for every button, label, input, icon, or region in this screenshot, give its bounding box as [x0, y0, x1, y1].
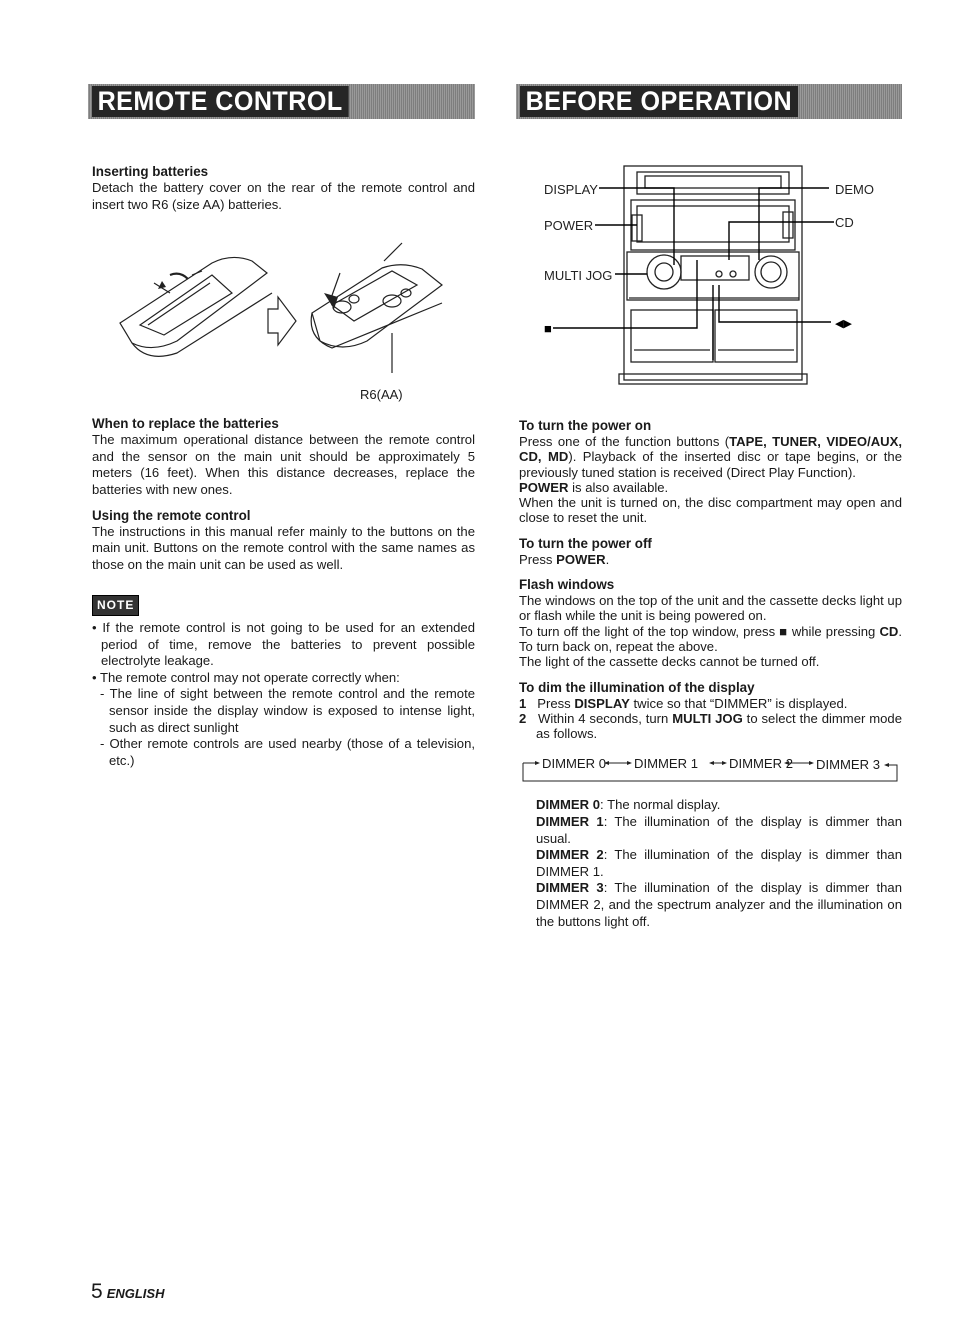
cd-label: CD — [835, 215, 854, 230]
power-bold: POWER — [519, 479, 569, 495]
note-dash-1: - The line of sight between the remote control and the remote sensor inside the display window is exposed to intense light, such as direct sunlight — [100, 686, 475, 735]
remote-control-banner — [88, 84, 475, 119]
power-on-text-1: Press one of the function buttons ( — [519, 434, 730, 449]
stop-symbol: ■ — [544, 321, 552, 336]
page-footer — [91, 1280, 164, 1304]
note-bullet-2: • The remote control may not operate correctly when: — [92, 669, 400, 685]
before-operation-banner — [516, 84, 902, 119]
flash-text-3: The light of the cassette decks cannot be turned off. — [519, 654, 820, 670]
dimmer-cycle — [519, 751, 902, 789]
cycle-dimmer-3: DIMMER 3 — [816, 757, 881, 773]
battery-drawing — [92, 213, 475, 373]
flash-windows-heading: Flash windows — [519, 577, 615, 593]
power-also-text — [519, 480, 902, 495]
power-on-reset-text: When the unit is turned on, the disc compartment may open and close to reset the unit. — [519, 495, 902, 526]
power-off-heading: To turn the power off — [519, 535, 652, 551]
power-off-text — [519, 552, 902, 567]
cycle-dimmer-0: DIMMER 0 — [542, 756, 607, 772]
right-column — [519, 418, 902, 930]
dimmer-mode-3-name: DIMMER 3 — [536, 880, 604, 896]
power-off-text-2: . — [605, 551, 610, 567]
flash-text-1: The windows on the top of the unit and the cassette decks light up or flash while the unit is being powered on. — [519, 593, 902, 624]
footer-language: ENGLISH — [106, 1286, 165, 1301]
page-number: 5 — [91, 1280, 103, 1303]
power-on-text-2: ). Playback of the inserted disc or tape begins, or the previously tuned station is received (Direct Play Function). — [519, 449, 902, 480]
step-2-c: to select the dimmer mode as follows. — [536, 710, 902, 742]
step-2-number: 2 — [519, 710, 527, 726]
dim-step-1 — [519, 696, 902, 711]
remote-control-title: REMOTE CONTROL — [92, 86, 348, 117]
dim-heading: To dim the illumination of the display — [519, 679, 755, 695]
cd-bold: CD — [879, 623, 899, 639]
flash-text-2a: To turn off the light of the top window, press ■ while pressing — [519, 623, 880, 639]
step-1-a: Press — [537, 695, 575, 711]
dim-step-2 — [519, 711, 902, 742]
note-dash-2: - Other remote controls are used nearby (those of a television, etc.) — [100, 736, 475, 768]
power-off-text-1: Press — [519, 551, 557, 567]
note-badge: NOTE — [92, 595, 139, 616]
using-remote-heading: Using the remote control — [92, 507, 251, 523]
power-on-text — [519, 434, 902, 480]
dimmer-mode-2-desc: : The illumination of the display is dimmer than DIMMER 1. — [536, 847, 902, 879]
dimmer-mode-2-name: DIMMER 2 — [536, 847, 604, 863]
demo-label: DEMO — [835, 182, 874, 197]
dimmer-mode-2 — [536, 847, 902, 880]
power-off-bold: POWER — [556, 551, 606, 567]
unit-diagram — [519, 160, 902, 390]
replace-batteries-heading: When to replace the batteries — [92, 416, 279, 432]
flash-text-2 — [519, 624, 902, 655]
cycle-dimmer-2: DIMMER 2 — [729, 756, 794, 772]
play-symbol: ◀▶ — [835, 318, 852, 330]
before-operation-title: BEFORE OPERATION — [520, 86, 798, 117]
replace-batteries-text: The maximum operational distance between the remote control and the sensor on the main unit should be approximately 5 meters (16 feet). When this distance decreases, replace the batteries with new ones. — [92, 432, 475, 497]
dimmer-mode-1-desc: : The illumination of the display is dimmer than usual. — [536, 814, 902, 846]
dimmer-mode-0-desc: : The normal display. — [600, 797, 721, 813]
step-1-number: 1 — [519, 695, 527, 711]
flash-text-2b: . To turn back on, repeat the above. — [519, 623, 902, 654]
inserting-batteries-text: Detach the battery cover on the rear of the remote control and insert two R6 (size AA) batteries. — [92, 180, 475, 212]
dimmer-modes — [536, 797, 902, 930]
inserting-batteries-heading: Inserting batteries — [92, 164, 209, 179]
step-1-b: DISPLAY — [574, 695, 630, 711]
cycle-dimmer-1: DIMMER 1 — [634, 756, 699, 772]
power-label: POWER — [544, 218, 594, 233]
note-bullet-1: • If the remote control is not going to be used for an extended period of time, remove the batteries to prevent possible electrolyte leakage. — [92, 619, 475, 669]
multi-jog-label: MULTI JOG — [544, 268, 613, 283]
battery-illustration — [92, 213, 475, 403]
power-on-heading: To turn the power on — [519, 418, 652, 433]
function-buttons: TAPE, TUNER, VIDEO/AUX, CD, MD — [519, 434, 902, 465]
using-remote-text: The instructions in this manual refer mainly to the buttons on the main unit. Buttons on the remote control with the same names as those on the main unit can be used as well. — [92, 523, 475, 572]
dimmer-mode-0-name: DIMMER 0 — [536, 797, 601, 813]
step-2-a: Within 4 seconds, turn — [537, 710, 673, 726]
dimmer-mode-0 — [536, 797, 902, 814]
step-1-c: twice so that “DIMMER” is displayed. — [629, 695, 848, 711]
step-2-b: MULTI JOG — [672, 710, 743, 726]
dimmer-mode-3-desc: : The illumination of the display is dimmer than DIMMER 2, and the spectrum analyzer and the illumination on the buttons light off. — [536, 880, 902, 929]
dimmer-mode-3 — [536, 880, 902, 930]
dimmer-mode-1 — [536, 814, 902, 847]
display-label: DISPLAY — [544, 182, 598, 197]
power-also-rest: is also available. — [568, 479, 669, 495]
unit-drawing — [519, 160, 902, 390]
battery-label: R6(AA) — [360, 387, 403, 403]
dimmer-mode-1-name: DIMMER 1 — [536, 814, 604, 830]
left-column — [92, 164, 475, 769]
